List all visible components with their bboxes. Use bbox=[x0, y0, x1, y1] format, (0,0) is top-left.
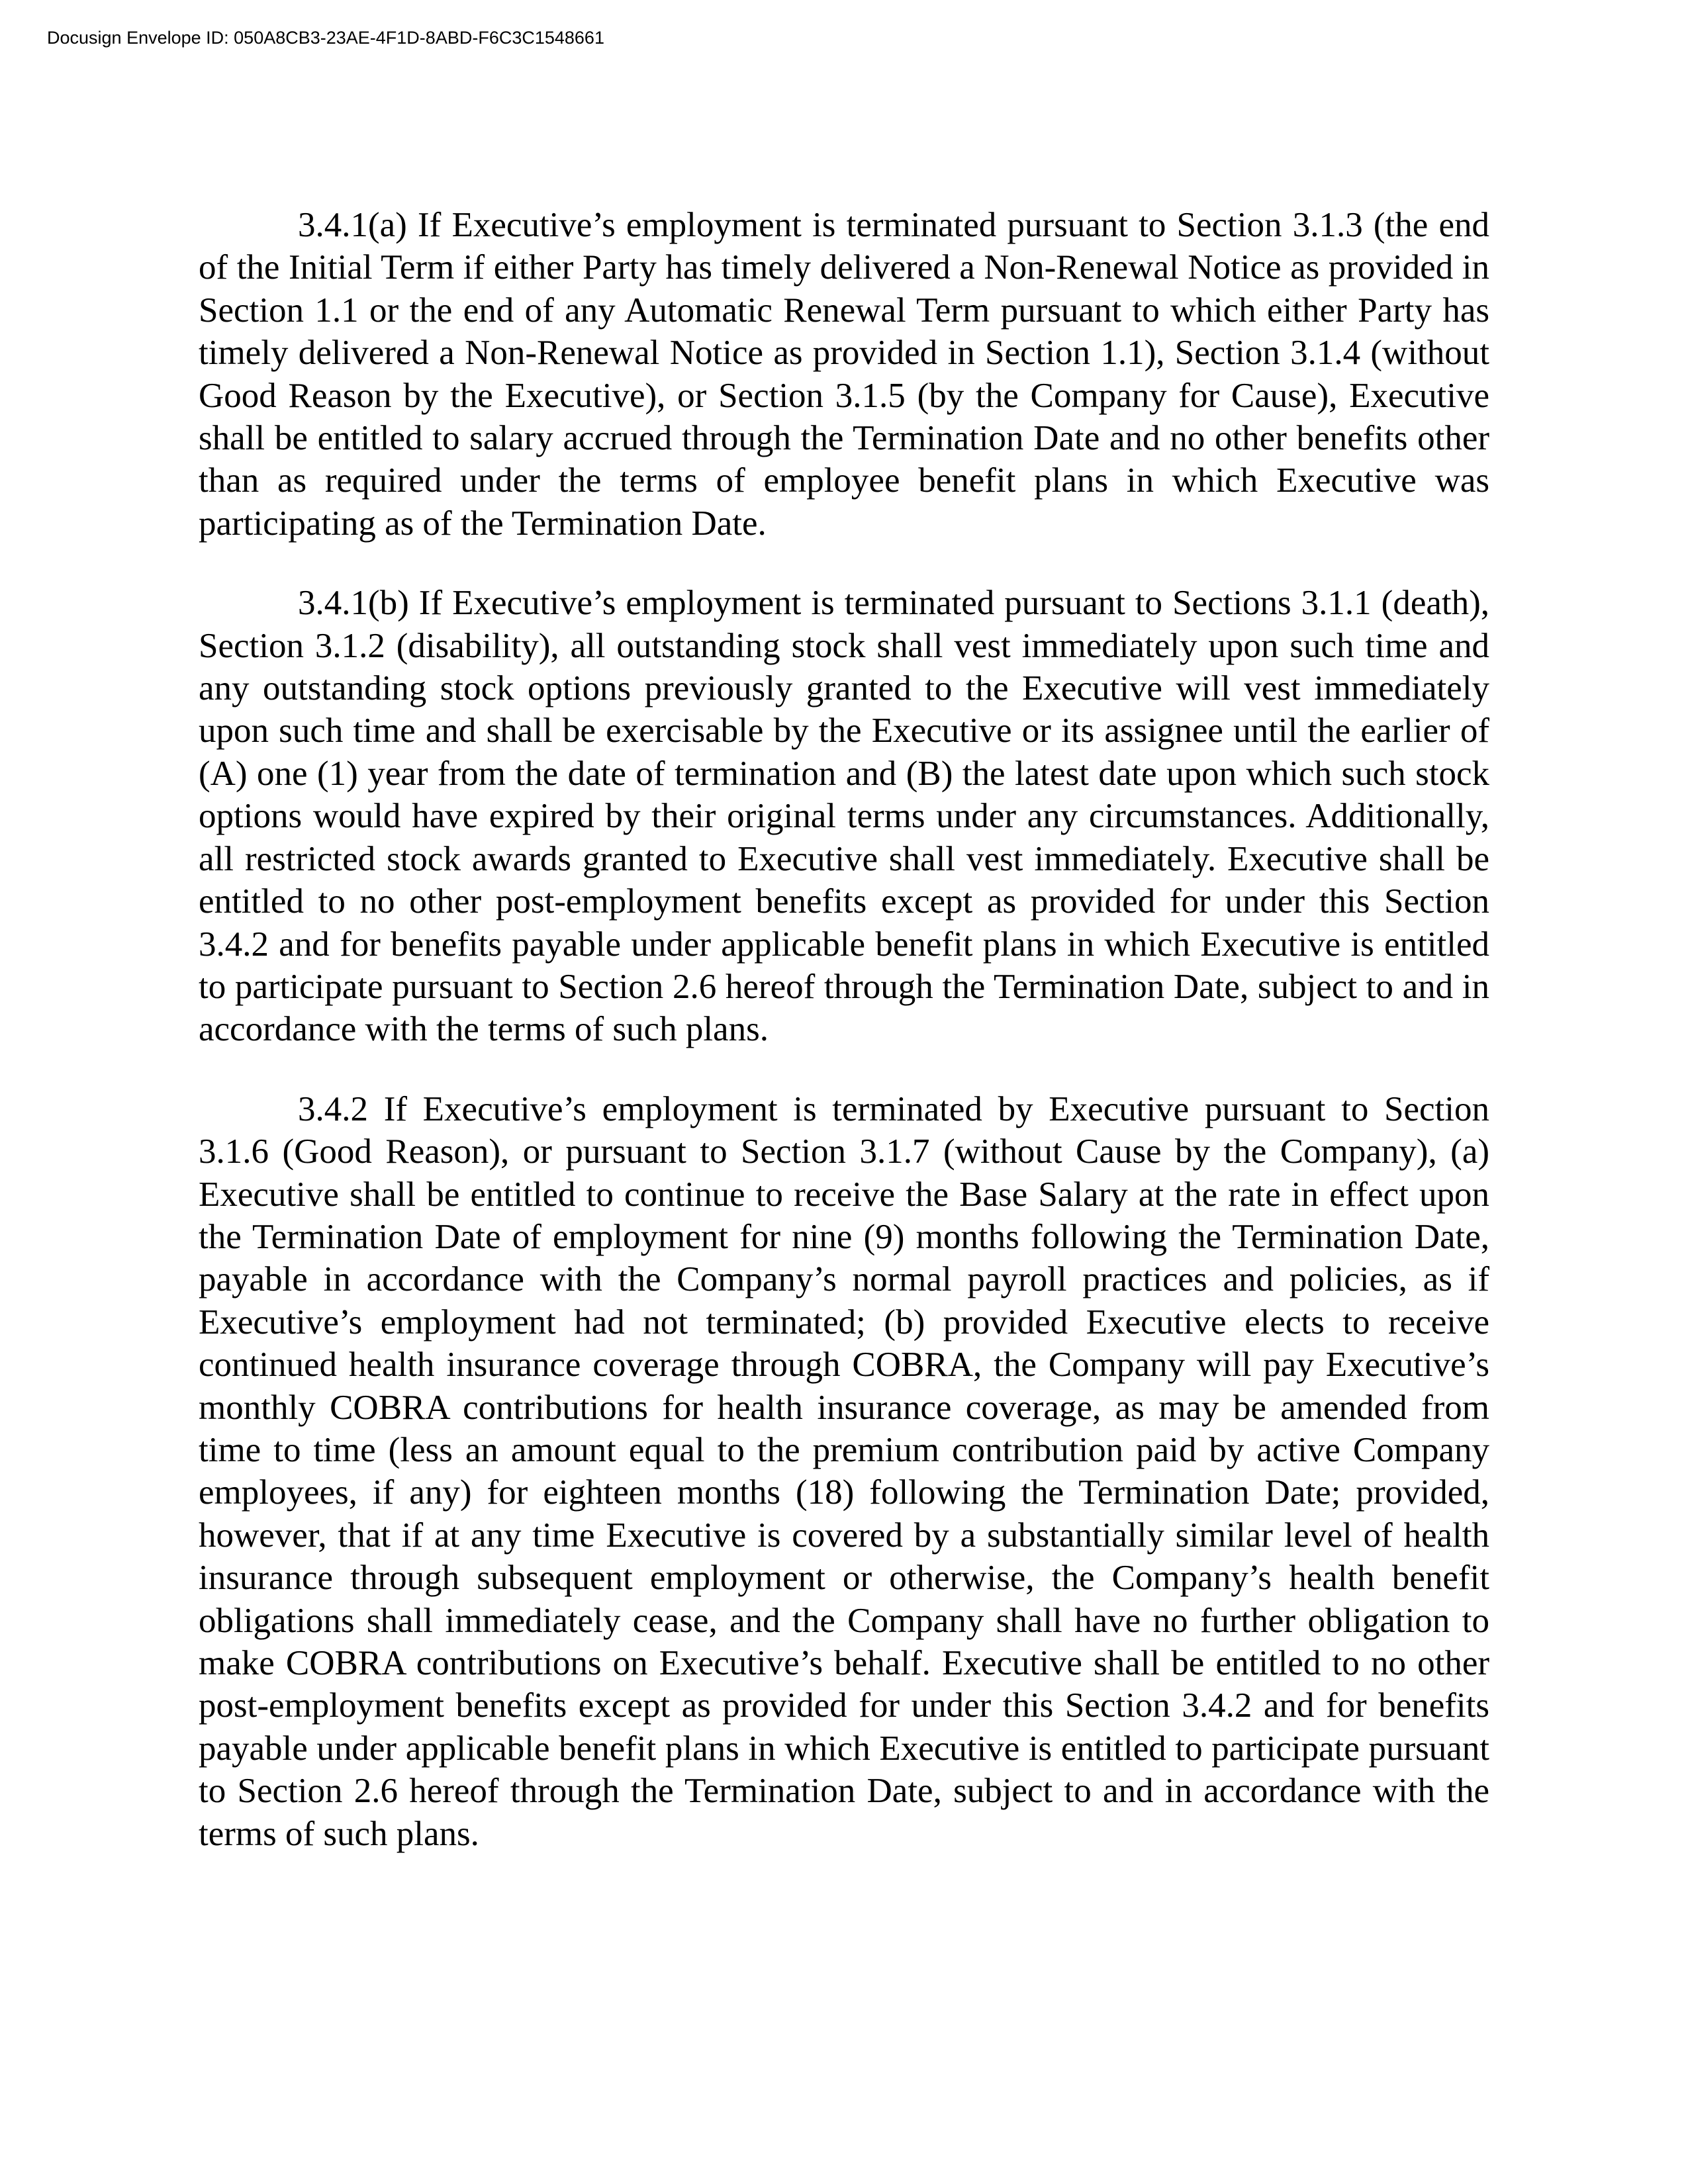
paragraph-3-4-2: 3.4.2 If Executive’s employment is terminated by Executive pursuant to Section 3.1.6 (Good Reason), or pursuant to Section 3.1.7 (without Cause by the Company), (a) Executive shall be entitled to continue to receive the Base Salary at the rate in effect upon the Termination Date of employment for nine (9) months following the Termination Date, payable in accordance with the Company’s normal payroll practices and policies, as if Executive’s employment had not terminated; (b) provided Executive elects to receive continued health insurance coverage through COBRA, the Company will pay Executive’s monthly COBRA contributions for health insurance coverage, as may be amended from time to time (less an amount equal to the premium contribution paid by active Company employees, if any) for eighteen months (18) following the Termination Date; provided, however, that if at any time Executive is covered by a substantially similar level of health insurance through subsequent employment or otherwise, the Company’s health benefit obligations shall immediately cease, and the Company shall have no further obligation to make COBRA contributions on Executive’s behalf. Executive shall be entitled to no other post-employment benefits except as provided for under this Section 3.4.2 and for benefits payable under applicable benefit plans in which Executive is entitled to participate pursuant to Section 2.6 hereof through the Termination Date, subject to and in accordance with the terms of such plans. bbox=[199, 1089, 1489, 1853]
paragraph-3-4-1-b: 3.4.1(b) If Executive’s employment is terminated pursuant to Sections 3.1.1 (death), Section 3.1.2 (disability), all outstanding stock shall vest immediately upon such time and any outstanding stock options previously granted to the Executive will vest immediately upon such time and shall be exercisable by the Executive or its assignee until the earlier of (A) one (1) year from the date of termination and (B) the latest date upon which such stock options would have expired by their original terms under any circumstances. Additionally, all restricted stock awards granted to Executive shall vest immediately. Executive shall be entitled to no other post-employment benefits except as provided for under this Section 3.4.2 and for benefits payable under applicable benefit plans in which Executive is entitled to participate pursuant to Section 2.6 hereof through the Termination Date, subject to and in accordance with the terms of such plans. bbox=[199, 584, 1489, 1049]
document-body bbox=[199, 204, 1489, 1855]
docusign-envelope-id: Docusign Envelope ID: 050A8CB3-23AE-4F1D-8ABD-F6C3C1548661 bbox=[47, 28, 604, 48]
paragraph-3-4-1-a: 3.4.1(a) If Executive’s employment is terminated pursuant to Section 3.1.3 (the end of the Initial Term if either Party has timely delivered a Non-Renewal Notice as provided in Section 1.1 or the end of any Automatic Renewal Term pursuant to which either Party has timely delivered a Non-Renewal Notice as provided in Section 1.1), Section 3.1.4 (without Good Reason by the Executive), or Section 3.1.5 (by the Company for Cause), Executive shall be entitled to salary accrued through the Termination Date and no other benefits other than as required under the terms of employee benefit plans in which Executive was participating as of the Termination Date. bbox=[199, 206, 1489, 543]
